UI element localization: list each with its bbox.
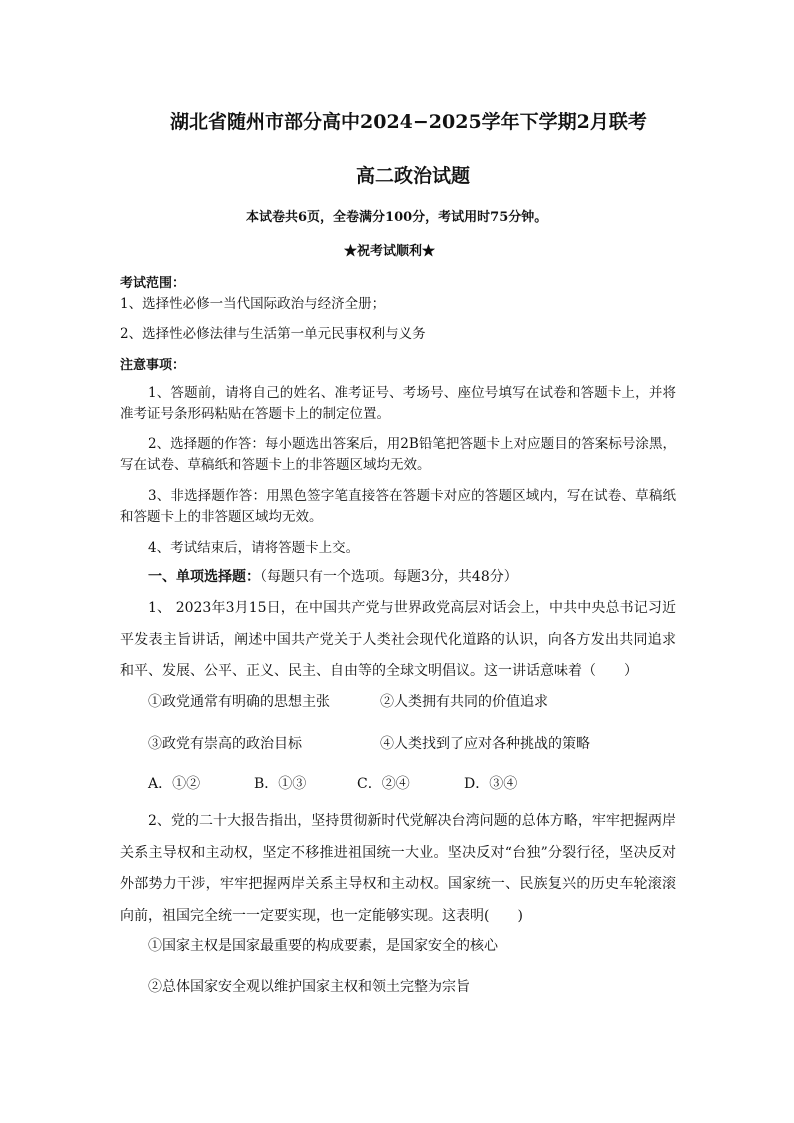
note-item: 1、答题前，请将自己的姓名、准考证号、考场号、座位号填写在试卷和答题卡上，并将准考证号条形码粘贴在答题卡上的制定位置。 bbox=[120, 385, 676, 422]
exam-title: 湖北省随州市部分高中2024−2025学年下学期2月联考 bbox=[170, 111, 647, 133]
exam-blessing: ★祝考试顺利★ bbox=[344, 244, 436, 259]
choice-b: B．①③ bbox=[254, 776, 307, 792]
question-statement: ①国家主权是国家最重要的构成要素，是国家安全的核心 bbox=[148, 938, 498, 954]
question-stem: 1、 2023年3月15日，在中国共产党与世界政党高层对话会上，中共中央总书记习近平发表主旨讲话，阐述中国共产党关于人类社会现代化道路的认识，向各方发出共同追求和平、发展、公平、正义、民主、自由等的全球文明倡议。这一讲话意味着（ ） bbox=[120, 600, 676, 679]
scope-item: 2、选择性必修法律与生活第一单元民事权利与义务 bbox=[120, 326, 426, 342]
question-statement: ②人类拥有共同的价值追求 bbox=[380, 694, 548, 710]
choice-d: D．③④ bbox=[464, 776, 518, 792]
question-statement: ②总体国家安全观以维护国家主权和领土完整为宗旨 bbox=[148, 979, 470, 995]
note-item: 3、非选择题作答：用黑色签字笔直接答在答题卡对应的答题区域内，写在试卷、草稿纸和答题卡上的非答题区域均无效。 bbox=[120, 488, 676, 525]
scope-label: 考试范围： bbox=[120, 276, 186, 291]
scope-item: 1、选择性必修一当代国际政治与经济全册； bbox=[120, 296, 386, 312]
question-statement: ①政党通常有明确的思想主张 bbox=[148, 694, 330, 710]
choice-a: A．①② bbox=[148, 776, 201, 792]
question-statement: ④人类找到了应对各种挑战的策略 bbox=[380, 736, 590, 752]
section-heading-note: （每题只有一个选项。每题3分，共48分） bbox=[260, 569, 518, 585]
section-heading-label: 一、单项选择题： bbox=[148, 569, 260, 585]
exam-info: 本试卷共6页，全卷满分100分，考试用时75分钟。 bbox=[246, 210, 548, 225]
note-item: 4、考试结束后，请将答题卡上交。 bbox=[148, 540, 360, 556]
choice-c: C．②④ bbox=[357, 776, 410, 792]
section-heading bbox=[148, 566, 518, 586]
notes-label: 注意事项： bbox=[120, 358, 186, 373]
question-stem: 2、党的二十大报告指出，坚持贯彻新时代党解决台湾问题的总体方略，牢牢把握两岸关系主导权和主动权，坚定不移推进祖国统一大业。坚决反对“台独”分裂行径，坚决反对外部势力干涉，牢牢把握两岸关系主导权和主动权。国家统一、民族复兴的历史车轮滚滚向前，祖国完全统一一定要实现，也一定能够实现。这表明( ) bbox=[120, 813, 676, 924]
note-item: 2、选择题的作答：每小题选出答案后，用2B铅笔把答题卡上对应题目的答案标号涂黑，写在试卷、草稿纸和答题卡上的非答题区域均无效。 bbox=[120, 436, 676, 473]
question-statement: ③政党有崇高的政治目标 bbox=[148, 736, 302, 752]
exam-subtitle: 高二政治试题 bbox=[356, 165, 471, 187]
